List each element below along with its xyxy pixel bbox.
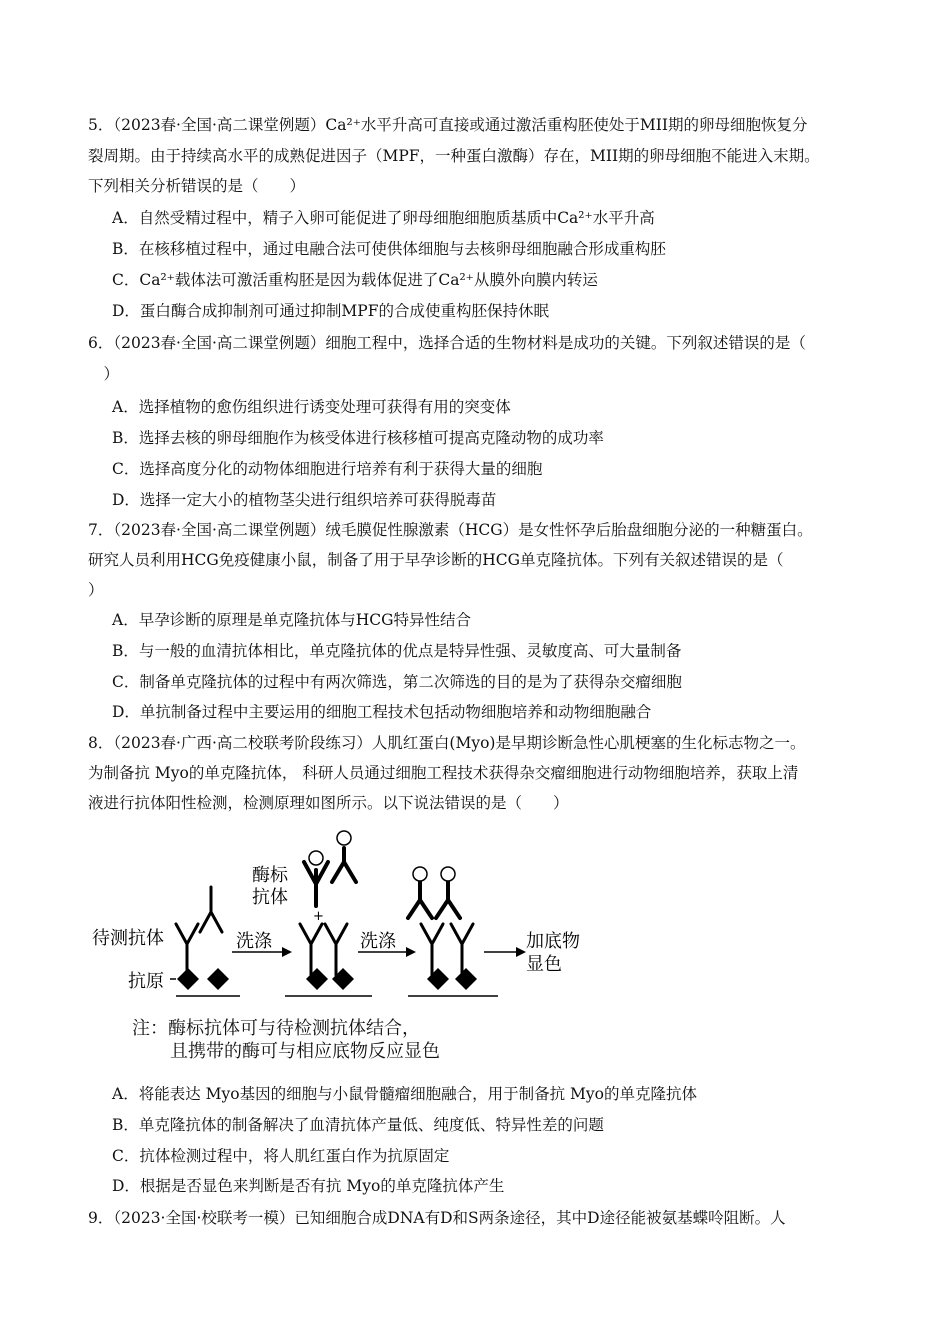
label-test-antibody: 待测抗体 <box>92 928 164 949</box>
q8-line-3: 液进行抗体阳性检测，检测原理如图所示。以下说法错误的是（ ） <box>88 794 569 812</box>
q8-option-b: B．单克隆抗体的制备解决了血清抗体产量低、纯度低、特异性差的问题 <box>112 1116 604 1134</box>
label-enzyme-antibody-1: 酶标 <box>252 865 288 886</box>
antigen-5 <box>427 968 449 990</box>
enzyme-antibody-1 <box>304 862 328 906</box>
q5-option-a: A．自然受精过程中，精子入卵可能促进了卵母细胞细胞质基质中Ca²⁺水平升高 <box>112 209 655 227</box>
q7-line-3: ） <box>88 581 104 599</box>
antigen-1 <box>177 968 199 990</box>
q7-line-1: 7．（2023春·全国·高二课堂例题）绒毛膜促性腺激素（HCG）是女性怀孕后胎盘细胞分泌的一种糖蛋白。 <box>88 521 813 539</box>
antigen-4 <box>332 968 354 990</box>
q7-option-a: A．早孕诊断的原理是单克隆抗体与HCG特异性结合 <box>112 611 471 629</box>
q8-line-2: 为制备抗 Myo的单克隆抗体， 科研人员通过细胞工程技术获得杂交瘤细胞进行动物细胞培养，获取上清 <box>88 764 799 782</box>
q8-option-c: C．抗体检测过程中，将人肌红蛋白作为抗原固定 <box>112 1147 450 1165</box>
q6-option-d: D．选择一定大小的植物茎尖进行组织培养可获得脱毒苗 <box>112 491 497 509</box>
q8-option-a: A．将能表达 Myo基因的细胞与小鼠骨髓瘤细胞融合，用于制备抗 Myo的单克隆抗体 <box>112 1085 697 1103</box>
label-wash-1: 洗涤 <box>236 931 272 952</box>
q5-line-2: 裂周期。由于持续高水平的成熟促进因子（MPF，一种蛋白激酶）存在，MII期的卵母细胞不能进入末期。 <box>88 147 820 165</box>
label-substrate-1: 加底物 <box>526 931 580 952</box>
label-antigen: 抗原 <box>128 971 164 992</box>
q5-option-b: B．在核移植过程中，通过电融合法可使供体细胞与去核卵母细胞融合形成重构胚 <box>112 240 666 258</box>
label-enzyme-antibody-2: 抗体 <box>252 887 288 908</box>
q6-option-c: C．选择高度分化的动物体细胞进行培养有利于获得大量的细胞 <box>112 460 543 478</box>
antigen-2 <box>207 968 229 990</box>
q5-option-d: D．蛋白酶合成抑制剂可通过抑制MPF的合成使重构胚保持休眠 <box>112 302 549 320</box>
enzyme-antibody-2 <box>332 848 356 882</box>
enzyme-antibody-bound-2 <box>436 880 460 918</box>
q8-line-1: 8．（2023春·广西·高二校联考阶段练习）人肌红蛋白(Myo)是早期诊断急性心肌梗塞的生化标志物之一。 <box>88 734 806 752</box>
enzyme-antibody-bound-1 <box>408 880 432 918</box>
q5-option-c: C．Ca²⁺载体法可激活重构胚是因为载体促进了Ca²⁺从膜外向膜内转运 <box>112 271 598 289</box>
q7-option-b: B．与一般的血清抗体相比，单克隆抗体的优点是特异性强、灵敏度高、可大量制备 <box>112 642 682 660</box>
free-test-antibody-1 <box>200 887 222 932</box>
q6-line-2: ） <box>88 365 120 383</box>
q7-option-c: C．制备单克隆抗体的过程中有两次筛选，第二次筛选的目的是为了获得杂交瘤细胞 <box>112 673 682 691</box>
bound-test-antibody-3b <box>451 924 473 975</box>
q7-option-d: D．单抗制备过程中主要运用的细胞工程技术包括动物细胞培养和动物细胞融合 <box>112 703 652 721</box>
figure-note-line-1: 注：酶标抗体可与待检测抗体结合， <box>132 1018 420 1039</box>
label-wash-2: 洗涤 <box>360 931 396 952</box>
q6-option-b: B．选择去核的卵母细胞作为核受体进行核移植可提高克隆动物的成功率 <box>112 429 604 447</box>
q9-line-1: 9．（2023·全国·校联考一模）已知细胞合成DNA有D和S两条途径，其中D途径能被氨基蝶呤阻断。人 <box>88 1209 786 1227</box>
enzyme-label-2 <box>337 831 351 845</box>
figure-note-line-2: 且携带的酶可与相应底物反应显色 <box>170 1041 440 1062</box>
q5-line-1: 5．（2023春·全国·高二课堂例题）Ca²⁺水平升高可直接或通过激活重构胚使处于MII期的卵母细胞恢复分 <box>88 116 808 134</box>
label-plus: + <box>313 909 324 924</box>
label-substrate-2: 显色 <box>526 954 562 975</box>
enzyme-label-4 <box>441 867 455 881</box>
bound-test-antibody-1 <box>176 924 198 975</box>
antigen-6 <box>455 968 477 990</box>
antigen-3 <box>306 968 328 990</box>
enzyme-label-3 <box>413 867 427 881</box>
q5-line-3: 下列相关分析错误的是（ ） <box>88 177 306 195</box>
q7-line-2: 研究人员利用HCG免疫健康小鼠，制备了用于早孕诊断的HCG单克隆抗体。下列有关叙述错误的是（ <box>88 551 784 569</box>
bound-test-antibody-2b <box>325 924 347 975</box>
q6-option-a: A．选择植物的愈伤组织进行诱变处理可获得有用的突变体 <box>112 398 511 416</box>
bound-test-antibody-3a <box>421 924 443 975</box>
q8-option-d: D．根据是否显色来判断是否有抗 Myo的单克隆抗体产生 <box>112 1177 505 1195</box>
bound-test-antibody-2a <box>300 924 322 975</box>
enzyme-label-1 <box>309 851 323 865</box>
q6-line-1: 6．（2023春·全国·高二课堂例题）细胞工程中，选择合适的生物材料是成功的关键。下列叙述错误的是（ <box>88 334 806 352</box>
